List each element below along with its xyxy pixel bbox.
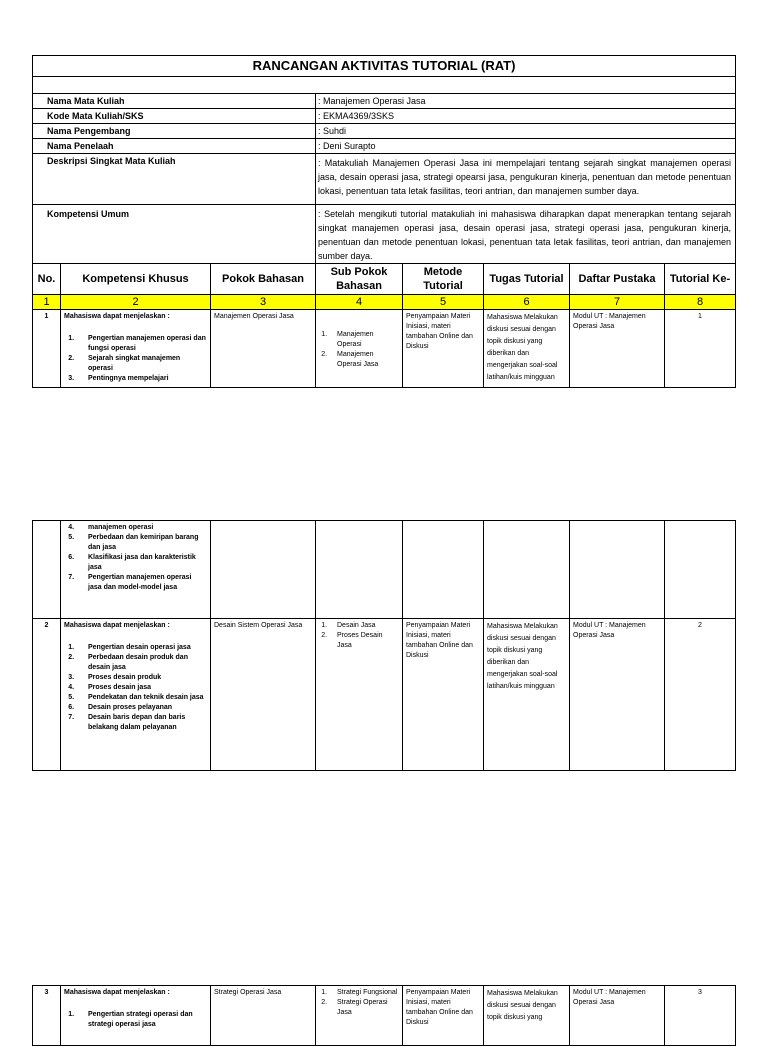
list-item: 7. Desain baris depan dan baris belakang dalam pelayanan bbox=[76, 713, 207, 733]
kompetensi-khusus-cell bbox=[61, 986, 211, 1046]
list-item: 1. Pengertian desain operasi jasa bbox=[76, 643, 207, 653]
kompetensi-list bbox=[64, 334, 207, 384]
pokok-bahasan-cell: Manajemen Operasi Jasa bbox=[211, 310, 316, 388]
info-label: Kode Mata Kuliah/SKS bbox=[33, 109, 316, 124]
list-item: 2. Proses Desain Jasa bbox=[329, 631, 399, 651]
sub-pokok-list bbox=[319, 330, 399, 370]
list-item: 4. Proses desain jasa bbox=[76, 683, 207, 693]
metode-cell: Penyampaian Materi Inisiasi, materi tambahan Online dan Diskusi bbox=[403, 986, 484, 1046]
deskripsi-value: : Matakuliah Manajemen Operasi Jasa ini mempelajari tentang sejarah singkat manajemen operasi jasa, desain operasi jasa, strategi opearsi jasa, pengukuran kinerja, penentuan dan metode penentuan lokasi, penentuan tata letak fasilitas, teori antrian, dan manajemen sumber daya. bbox=[316, 154, 736, 205]
metode-cell: Penyampaian Materi Inisiasi, materi tambahan Online dan Diskusi bbox=[403, 619, 484, 771]
list-item: 2. Manajemen Operasi Jasa bbox=[329, 350, 399, 370]
rat-continuation-table bbox=[32, 985, 735, 1046]
sub-pokok-cell bbox=[316, 986, 403, 1046]
pokok-bahasan-cell: Desain Sistem Operasi Jasa bbox=[211, 619, 316, 771]
list-item: 1. Desain Jasa bbox=[329, 621, 399, 631]
list-item: 6. Klasifikasi jasa dan karakteristik jasa bbox=[76, 553, 207, 573]
column-number: 8 bbox=[665, 295, 736, 310]
column-header: Tugas Tutorial bbox=[484, 264, 570, 295]
metode-cell: Penyampaian Materi Inisiasi, materi tambahan Online dan Diskusi bbox=[403, 310, 484, 388]
row-number: 1 bbox=[33, 310, 61, 388]
info-label: Nama Pengembang bbox=[33, 124, 316, 139]
table-row bbox=[33, 619, 736, 771]
column-number: 2 bbox=[61, 295, 211, 310]
list-item: 2. Strategi Operasi Jasa bbox=[329, 998, 399, 1018]
list-item: 1. Pengertian manajemen operasi dan fungsi operasi bbox=[76, 334, 207, 354]
sub-pokok-list bbox=[319, 988, 399, 1018]
pokok-bahasan-cell: Strategi Operasi Jasa bbox=[211, 986, 316, 1046]
column-header: Pokok Bahasan bbox=[211, 264, 316, 295]
sub-pokok-cell bbox=[316, 619, 403, 771]
list-item: 5. Perbedaan dan kemiripan barang dan jasa bbox=[76, 533, 207, 553]
column-header: Metode Tutorial bbox=[403, 264, 484, 295]
column-header: Sub Pokok Bahasan bbox=[316, 264, 403, 295]
list-item: 3. Pentingnya mempelajari bbox=[76, 374, 207, 384]
kompetensi-intro: Mahasiswa dapat menjelaskan : bbox=[64, 989, 170, 996]
list-item: 7. Pengertian manajemen operasi jasa dan model-model jasa bbox=[76, 573, 207, 593]
kompetensi-list bbox=[64, 1010, 207, 1030]
column-header: Kompetensi Khusus bbox=[61, 264, 211, 295]
column-header: Daftar Pustaka bbox=[570, 264, 665, 295]
info-label: Nama Penelaah bbox=[33, 139, 316, 154]
table-row bbox=[33, 310, 736, 388]
list-item: 6. Desain proses pelayanan bbox=[76, 703, 207, 713]
kompetensi-khusus-cell bbox=[61, 521, 211, 619]
column-number: 5 bbox=[403, 295, 484, 310]
info-label: Nama Mata Kuliah bbox=[33, 94, 316, 109]
table-row bbox=[33, 986, 736, 1046]
list-item: 1. Manajemen Operasi bbox=[329, 330, 399, 350]
column-number: 4 bbox=[316, 295, 403, 310]
blank-row bbox=[33, 77, 736, 94]
deskripsi-label: Deskripsi Singkat Mata Kuliah bbox=[33, 154, 316, 205]
column-number: 6 bbox=[484, 295, 570, 310]
column-number: 7 bbox=[570, 295, 665, 310]
rat-main-table bbox=[32, 55, 735, 388]
pustaka-cell: Modul UT : Manajemen Operasi Jasa bbox=[570, 310, 665, 388]
list-item: 1. Pengertian strategi operasi dan strategi operasi jasa bbox=[76, 1010, 207, 1030]
list-item: 5. Pendekatan dan teknik desain jasa bbox=[76, 693, 207, 703]
info-value: : EKMA4369/3SKS bbox=[316, 109, 736, 124]
list-item: 3. Proses desain produk bbox=[76, 673, 207, 683]
tutorial-ke-cell: 3 bbox=[665, 986, 736, 1046]
tutorial-ke-cell: 1 bbox=[665, 310, 736, 388]
sub-pokok-list bbox=[319, 621, 399, 651]
column-number: 3 bbox=[211, 295, 316, 310]
sub-pokok-cell bbox=[316, 310, 403, 388]
rat-continuation-table bbox=[32, 520, 735, 771]
kompetensi-list bbox=[64, 643, 207, 733]
pustaka-cell: Modul UT : Manajemen Operasi Jasa bbox=[570, 619, 665, 771]
tugas-cell: Mahasiswa Melakukan diskusi sesuai dengan topik diskusi yang bbox=[484, 986, 570, 1046]
column-header: Tutorial Ke- bbox=[665, 264, 736, 295]
document-title: RANCANGAN AKTIVITAS TUTORIAL (RAT) bbox=[33, 56, 736, 77]
kompetensi-umum-label: Kompetensi Umum bbox=[33, 205, 316, 264]
pustaka-cell: Modul UT : Manajemen Operasi Jasa bbox=[570, 986, 665, 1046]
tutorial-ke-cell: 2 bbox=[665, 619, 736, 771]
list-item: 2. Perbedaan desain produk dan desain jasa bbox=[76, 653, 207, 673]
kompetensi-khusus-cell bbox=[61, 619, 211, 771]
info-value: : Manajemen Operasi Jasa bbox=[316, 94, 736, 109]
info-value: : Suhdi bbox=[316, 124, 736, 139]
info-value: : Deni Surapto bbox=[316, 139, 736, 154]
tugas-cell: Mahasiswa Melakukan diskusi sesuai dengan topik diskusi yang diberikan dan mengerjakan soal-soal latihan/kuis mingguan bbox=[484, 310, 570, 388]
list-item: 1. Strategi Fungsional bbox=[329, 988, 399, 998]
row-number: 2 bbox=[33, 619, 61, 771]
kompetensi-umum-value: : Setelah mengikuti tutorial matakuliah ini mahasiswa diharapkan dapat menerapkan tentang sejarah singkat manajemen operasi jasa, desain operasi jasa, strategi operasi jasa, pengukuran kinerja, penentuan dan metode penentuan lokasi, penentuan tata letak fasilitas, teori antrian, dan manajemen sumber daya. bbox=[316, 205, 736, 264]
list-item: 2. Sejarah singkat manajemen operasi bbox=[76, 354, 207, 374]
tugas-cell: Mahasiswa Melakukan diskusi sesuai dengan topik diskusi yang diberikan dan mengerjakan soal-soal latihan/kuis mingguan bbox=[484, 619, 570, 771]
kompetensi-intro: Mahasiswa dapat menjelaskan : bbox=[64, 313, 170, 320]
kompetensi-intro: Mahasiswa dapat menjelaskan : bbox=[64, 622, 170, 629]
column-number: 1 bbox=[33, 295, 61, 310]
row-number: 3 bbox=[33, 986, 61, 1046]
table-row bbox=[33, 521, 736, 619]
kompetensi-khusus-cell bbox=[61, 310, 211, 388]
kompetensi-list bbox=[64, 523, 207, 593]
list-item: 4. manajemen operasi bbox=[76, 523, 207, 533]
column-header: No. bbox=[33, 264, 61, 295]
